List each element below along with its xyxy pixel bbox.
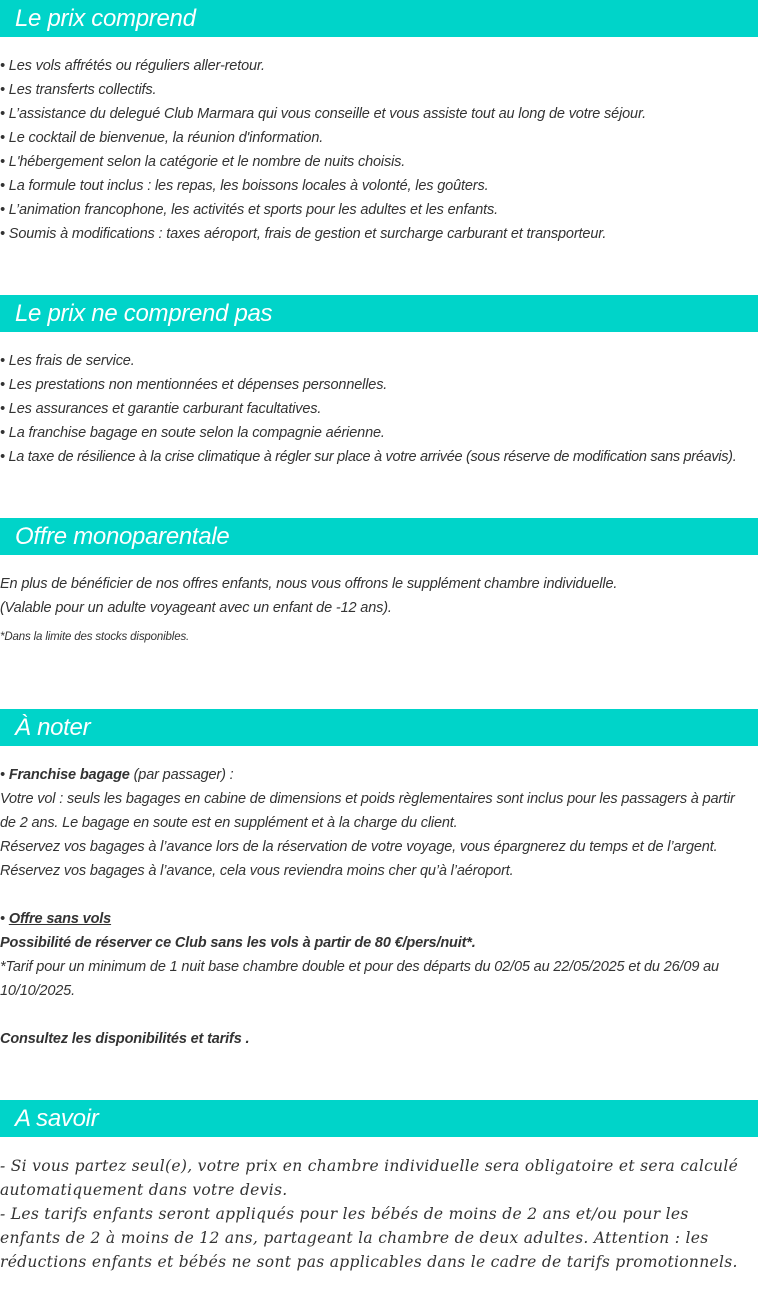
bullet: • [0,767,9,783]
included-list [0,54,758,246]
section-title: A savoir [15,1104,99,1132]
reserve-text: Réservez vos bagages à l’avance, cela vous reviendra moins cher qu’à l’aéroport. [0,863,514,879]
list-item: • Les prestations non mentionnées et dépenses personnelles. [0,377,388,393]
a-savoir-body [0,1154,752,1274]
list-item: • Les assurances et garantie carburant facultatives. [0,401,322,417]
list-item: • Les vols affrétés ou réguliers aller-retour. [0,58,265,74]
section-header [0,295,758,332]
offre-heading [0,907,758,931]
offre-note: *Tarif pour un minimum de 1 nuit base chambre double et pour des départs du 02/05 au 22/05/2025 et du 26/09 au 10/10/2025. [0,959,719,999]
offre-price: Possibilité de réserver ce Club sans les vols à partir de 80 €/pers/nuit*. [0,935,476,951]
offre-sans-vols-link[interactable]: Offre sans vols [8,911,112,927]
list-item: • Le cocktail de bienvenue, la réunion d'information. [0,130,324,146]
franchise-suffix: (par passager) : [129,767,234,783]
franchise-heading [0,763,758,787]
list-item: • La franchise bagage en soute selon la compagnie aérienne. [0,425,385,441]
reserve-text: Réservez vos bagages à l’avance lors de la réservation de votre voyage, vous épargnerez du temps et de l’argent. [0,839,718,855]
section-prix-ne-comprend-pas [0,295,758,469]
section-header [0,709,758,746]
a-noter-body [0,763,758,1051]
section-offre-monoparentale [0,518,758,645]
list-item: • L'hébergement selon la catégorie et le nombre de nuits choisis. [0,154,406,170]
consultez-link[interactable]: Consultez les disponibilités et tarifs . [0,1031,250,1047]
franchise-label: Franchise bagage [8,767,130,783]
list-item: • Soumis à modifications : taxes aéroport, frais de gestion et surcharge carburant et transporteur. [0,226,607,242]
section-header [0,518,758,555]
section-header [0,0,758,37]
savoir-text: - Si vous partez seul(e), votre prix en chambre individuelle sera obligatoire et sera calculé automatiquement dans votre devis. [0,1157,739,1199]
offer-condition: (Valable pour un adulte voyageant avec un enfant de -12 ans). [0,600,392,616]
savoir-text: - Les tarifs enfants seront appliqués pour les bébés de moins de 2 ans et/ou pour les enfants de 2 à moins de 12 ans, partageant la chambre de deux adultes. Attention : les réductions enfants et bébés ne sont pas applicables dans le cadre de tarifs promotionnels. [0,1205,738,1271]
section-title: Offre monoparentale [15,522,230,550]
section-a-savoir [0,1100,758,1274]
offer-footnote: *Dans la limite des stocks disponibles. [0,631,190,643]
section-a-noter [0,709,758,1051]
franchise-text: Votre vol : seuls les bagages en cabine de dimensions et poids règlementaires sont inclus pour les passagers à partir de 2 ans. Le bagage en soute est en supplément et à la charge du client. [0,791,735,831]
section-title: Le prix comprend [15,4,196,32]
list-item: • Les transferts collectifs. [0,82,157,98]
section-header [0,1100,758,1137]
section-title: Le prix ne comprend pas [15,299,273,327]
monoparentale-body [0,572,758,645]
list-item: • La taxe de résilience à la crise climatique à régler sur place à votre arrivée (sous réserve de modification sans préavis). [0,449,737,465]
section-title: À noter [15,713,91,741]
excluded-list [0,349,758,469]
offer-text: En plus de bénéficier de nos offres enfants, nous vous offrons le supplément chambre individuelle. [0,576,618,592]
list-item: • L’assistance du delegué Club Marmara qui vous conseille et vous assiste tout au long de votre séjour. [0,106,646,122]
list-item: • L’animation francophone, les activités et sports pour les adultes et les enfants. [0,202,499,218]
list-item: • La formule tout inclus : les repas, les boissons locales à volonté, les goûters. [0,178,489,194]
list-item: • Les frais de service. [0,353,135,369]
section-prix-comprend [0,0,758,246]
bullet: • [0,911,9,927]
